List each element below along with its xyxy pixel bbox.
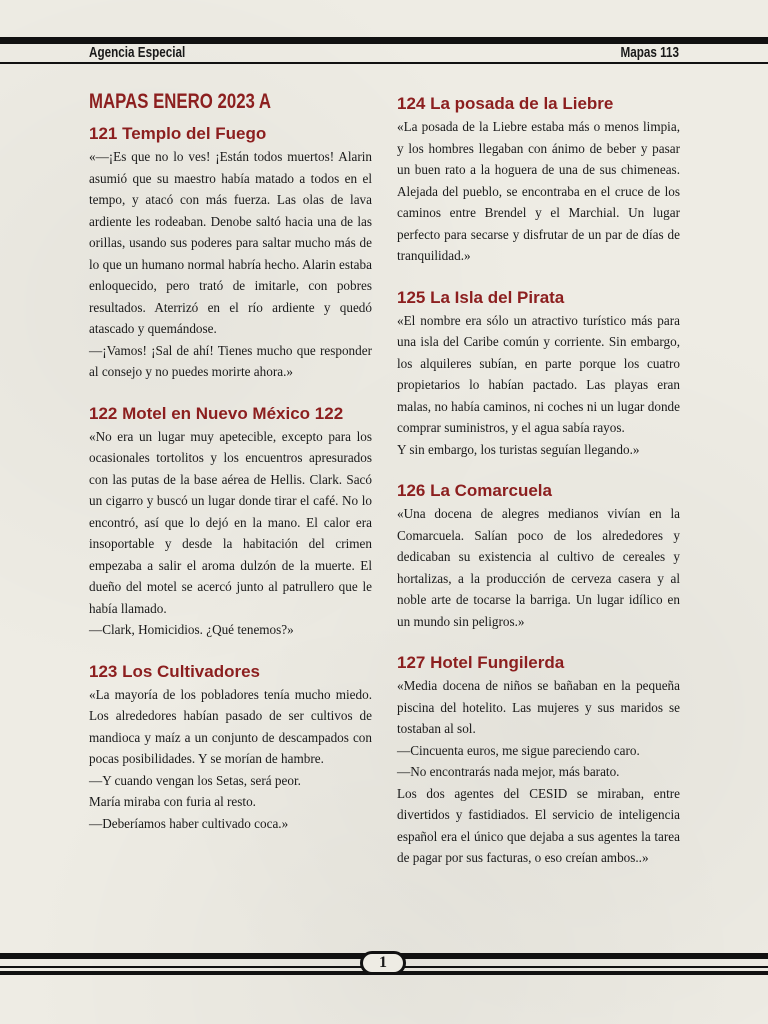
section-123	[89, 661, 372, 835]
section-paragraph: «Una docena de alegres medianos vivían en la Comarcuela. Salían poco de los alrededores y dedicaban su existencia al cultivo de cereales y hortalizas, a la producción de cerveza casera y al noble arte de tocarse la barriga. Un lugar idílico en un mundo sin peligros.»	[397, 506, 680, 629]
section-title: 122 Motel en Nuevo México 122	[89, 403, 344, 423]
section-126	[397, 480, 680, 632]
section-124	[397, 93, 680, 267]
section-122	[89, 403, 372, 641]
section-paragraph: «La posada de la Liebre estaba más o menos limpia, y los hombres llegaban con ánimo de beber y pasar un buen rato a la hoguera de una de sus chimeneas. Alejada del pueblo, se encontraba en el cruce de los caminos entre Brendel y el Marchial. Un lugar perfecto para secarse y disfrutar de un par de días de tranquilidad.»	[397, 119, 680, 263]
right-column	[397, 90, 680, 889]
section-paragraph: «No era un lugar muy apetecible, excepto para los ocasionales tortolitos y los encuentros apresurados con las putas de la base aérea de Hellis. Clark. Sacó un cigarro y buscó un lugar donde tirar el café. No lo encontró, así que lo dejó en la mano. El calor era insoportable y desde la habitación del crimen empezaba a salir el aroma dulzón de la muerte. El dueño del motel se acercó junto al patrullero que le había llamado.	[89, 428, 372, 616]
section-paragraph: «La mayoría de los pobladores tenía mucho miedo. Los alrededores habían pasado de ser cultivos de mandioca y maíz a un conjunto de descampados con pocas posibilidades. Y se morían de hambre.	[89, 686, 372, 766]
page-header	[0, 43, 768, 63]
section-paragraph: María miraba con furia al resto.	[89, 794, 256, 809]
section-title: 121 Templo del Fuego	[89, 124, 267, 143]
header-publication-title: Agencia Especial	[89, 44, 186, 61]
section-127	[397, 652, 680, 869]
section-125	[397, 287, 680, 461]
section-paragraph: «Media docena de niños se bañaban en la pequeña piscina del hotelito. Las mujeres y sus maridos se tostaban al sol.	[397, 678, 680, 736]
page-title: MAPAS ENERO 2023 A	[89, 90, 272, 113]
section-paragraph: Los dos agentes del CESID se miraban, entre divertidos y fastidiados. El servicio de inteligencia español era el único que dejaba a sus agentes la tarea de pagar por sus facturas, o eso creían ambos..»	[397, 785, 680, 865]
section-title: 123 Los Cultivadores	[89, 661, 261, 681]
left-column	[89, 90, 372, 854]
section-paragraph: —Clark, Homicidios. ¿Qué tenemos?»	[89, 622, 294, 637]
header-bottom-rule	[0, 62, 768, 64]
section-paragraph: —Deberíamos haber cultivado coca.»	[89, 815, 289, 831]
header-issue-label: Mapas 113	[620, 44, 679, 61]
section-paragraph: —¡Vamos! ¡Sal de ahí! Tienes mucho que responder al consejo y no puedes morirte ahora.»	[89, 342, 372, 379]
section-title: 124 La posada de la Liebre	[397, 94, 614, 113]
section-paragraph: Y sin embargo, los turistas seguían llegando.»	[397, 441, 640, 457]
section-title: 127 Hotel Fungilerda	[397, 653, 565, 672]
section-paragraph: —Cincuenta euros, me sigue pareciendo caro.	[397, 742, 640, 758]
section-title: 125 La Isla del Pirata	[397, 287, 565, 307]
section-121	[89, 123, 372, 383]
section-paragraph: «—¡Es que no lo ves! ¡Están todos muertos! Alarin asumió que su maestro había matado a todos en el tempo, y atacó con más fuerza. Las olas de lava ardiente les rodeaban. Denobe saltó hacia una de las orillas, usando sus poderes para saltar mucho más de lo que un humano normal habría hecho. Alarin estaba enloquecido, pero trató de imitarle, con pobres resultados. Aterrizó en el río ardiente y quedó atascado y quemándose.	[89, 149, 372, 336]
section-paragraph: —No encontrarás nada mejor, más barato.	[397, 764, 620, 779]
page-number: 1	[360, 951, 406, 975]
section-paragraph: «El nombre era sólo un atractivo turístico más para una isla del Caribe común y corriente. Sin embargo, los alquileres subían, en parte porque los cuatro propietarios lo habían pactado. Las playas eran malas, no había caminos, ni coches ni un lugar donde comprar suministros, y el agua sabía rayos.	[397, 312, 680, 435]
section-title: 126 La Comarcuela	[397, 481, 552, 500]
section-paragraph: —Y cuando vengan los Setas, será peor.	[89, 772, 301, 788]
